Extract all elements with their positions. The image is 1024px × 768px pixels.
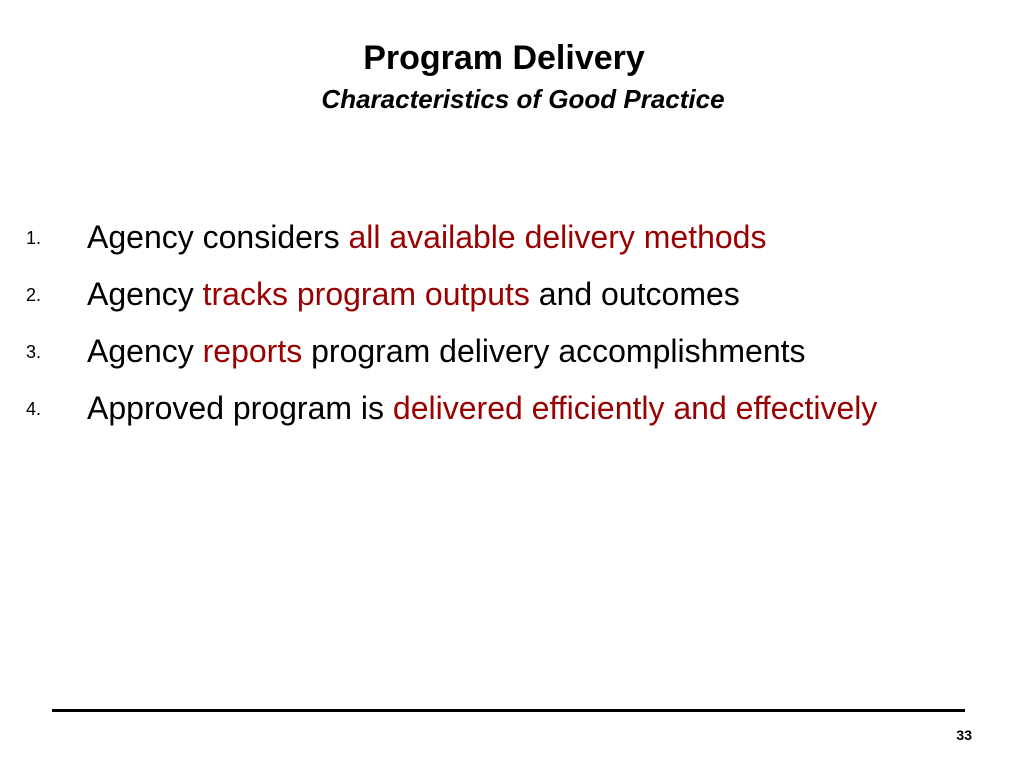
list-item-highlight: delivered efficiently and effectively <box>392 390 878 426</box>
list-item-number: 3. <box>26 342 42 362</box>
list-item-text: program delivery accomplishments <box>302 333 806 369</box>
slide-title: Program Delivery <box>363 39 645 77</box>
page-number: 33 <box>956 727 972 743</box>
footer-divider <box>52 709 965 712</box>
list-item-text: and outcomes <box>529 276 740 312</box>
list-item <box>0 385 1024 431</box>
list-item-number: 1. <box>26 228 42 248</box>
list-item-highlight: all available delivery methods <box>348 219 767 255</box>
list-item <box>0 328 1024 374</box>
list-item-highlight: tracks program outputs <box>202 276 530 312</box>
list-item-number: 2. <box>26 285 42 305</box>
list-item <box>0 214 1024 260</box>
slide-subtitle: Characteristics of Good Practice <box>321 84 725 114</box>
practice-list <box>0 214 1024 442</box>
list-item-highlight: reports <box>202 333 303 369</box>
list-item-text: Agency considers <box>87 219 349 255</box>
list-item-text: Agency <box>87 276 203 312</box>
list-item-text: Approved program is <box>87 390 393 426</box>
list-item <box>0 271 1024 317</box>
list-item-number: 4. <box>26 399 42 419</box>
list-item-text: Agency <box>87 333 203 369</box>
